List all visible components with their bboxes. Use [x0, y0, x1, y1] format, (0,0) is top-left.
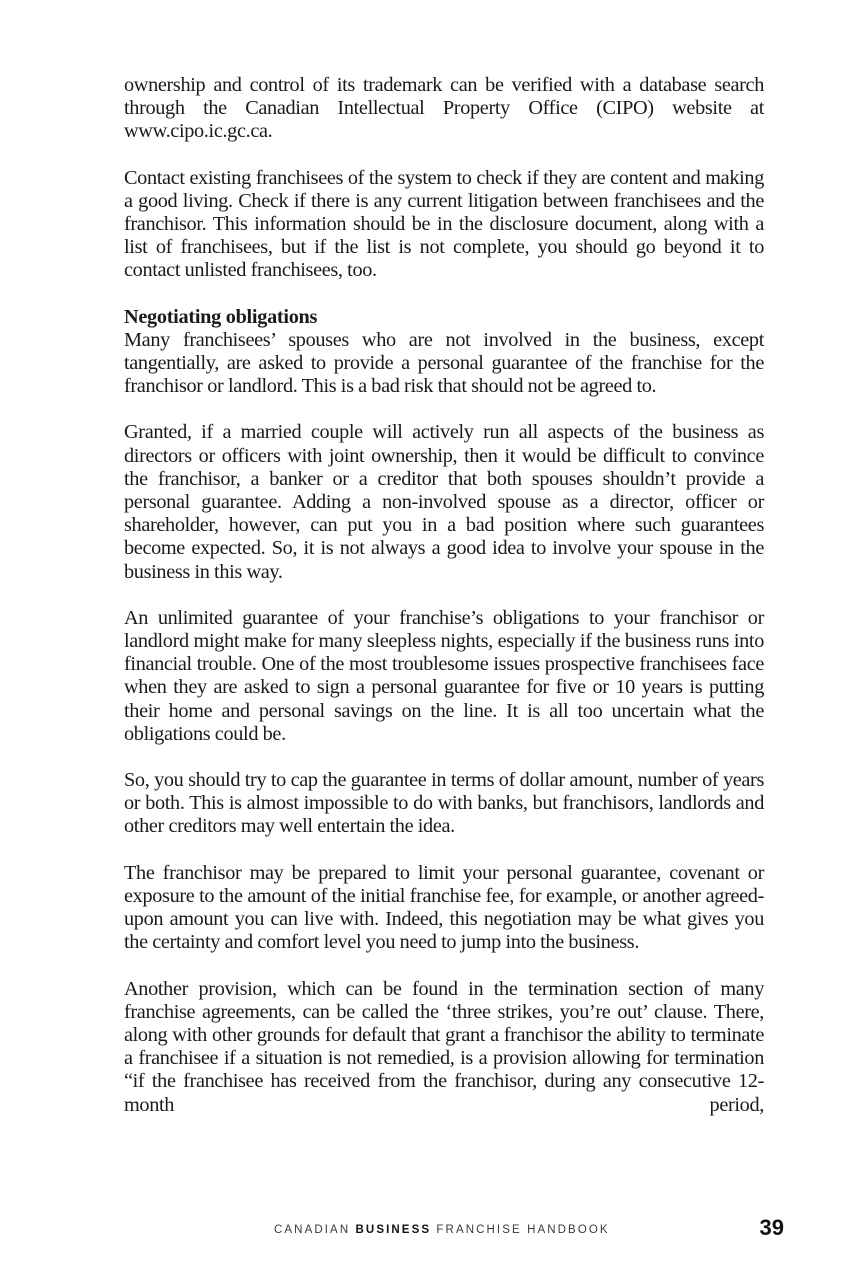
page-body [124, 74, 764, 1140]
paragraph-three-strikes: Another provision, which can be found in the termination section of many franchise agreements, can be called the ‘three strikes, you’re out’ clause. There, along with other grounds for default that grant a franchisor the ability to terminate a franchisee if a situation is not remedied, is a provision allowing for termination “if the franchisee has received from the franchisor, during any consecutive 12-month period, [124, 977, 764, 1116]
running-title [274, 1224, 610, 1236]
running-title-prefix: CANADIAN [274, 1224, 356, 1236]
running-title-bold: BUSINESS [355, 1224, 432, 1236]
paragraph-contact-franchisees: Contact existing franchisees of the system to check if they are content and making a good living. Check if there is any current litigation between franchisees and the franchisor. This information should be in the disclosure document, along with a list of franchisees, but if the list is not complete, you should go beyond it to contact unlisted franchisees, too. [124, 166, 764, 282]
running-title-suffix: FRANCHISE HANDBOOK [431, 1224, 610, 1236]
page-footer [274, 1217, 784, 1243]
paragraph-limit-guarantee: The franchisor may be prepared to limit your personal guarantee, covenant or exposure to the amount of the initial franchise fee, for example, or another agreed-upon amount you can live with. Indeed, this negotiation may be what gives you the certainty and comfort level you need to jump into the business. [124, 861, 764, 954]
page-number: 39 [759, 1215, 784, 1240]
paragraph-unlimited-guarantee: An unlimited guarantee of your franchise’s obligations to your franchisor or landlord might make for many sleepless nights, especially if the business runs into financial trouble. One of the most troublesome issues prospective franchisees face when they are asked to sign a personal guarantee for five or 10 years is putting their home and personal savings on the line. It is all too uncertain what the obligations could be. [124, 606, 764, 745]
paragraph-spouse-guarantee: Many franchisees’ spouses who are not involved in the business, except tangentially, are asked to provide a personal guarantee of the franchise for the franchisor or landlord. This is a bad risk that should not be agreed to. [124, 328, 764, 398]
paragraph-cap-guarantee: So, you should try to cap the guarantee in terms of dollar amount, number of years or both. This is almost impossible to do with banks, but franchisors, landlords and other creditors may well entertain the idea. [124, 769, 764, 838]
section-heading-negotiating-obligations: Negotiating obligations [124, 305, 318, 328]
paragraph-married-couple: Granted, if a married couple will actively run all aspects of the business as directors or officers with joint ownership, then it would be difficult to convince the franchisor, a banker or a creditor that both spouses shouldn’t provide a personal guarantee. Adding a non-involved spouse as a director, officer or shareholder, however, can put you in a bad position where such guarantees become expected. So, it is not always a good idea to involve your spouse in the business in this way. [124, 421, 764, 583]
paragraph-trademark-verification: ownership and control of its trademark can be verified with a database search through the Canadian Intellectual Property Office (CIPO) website at www.cipo.ic.gc.ca. [124, 74, 764, 143]
